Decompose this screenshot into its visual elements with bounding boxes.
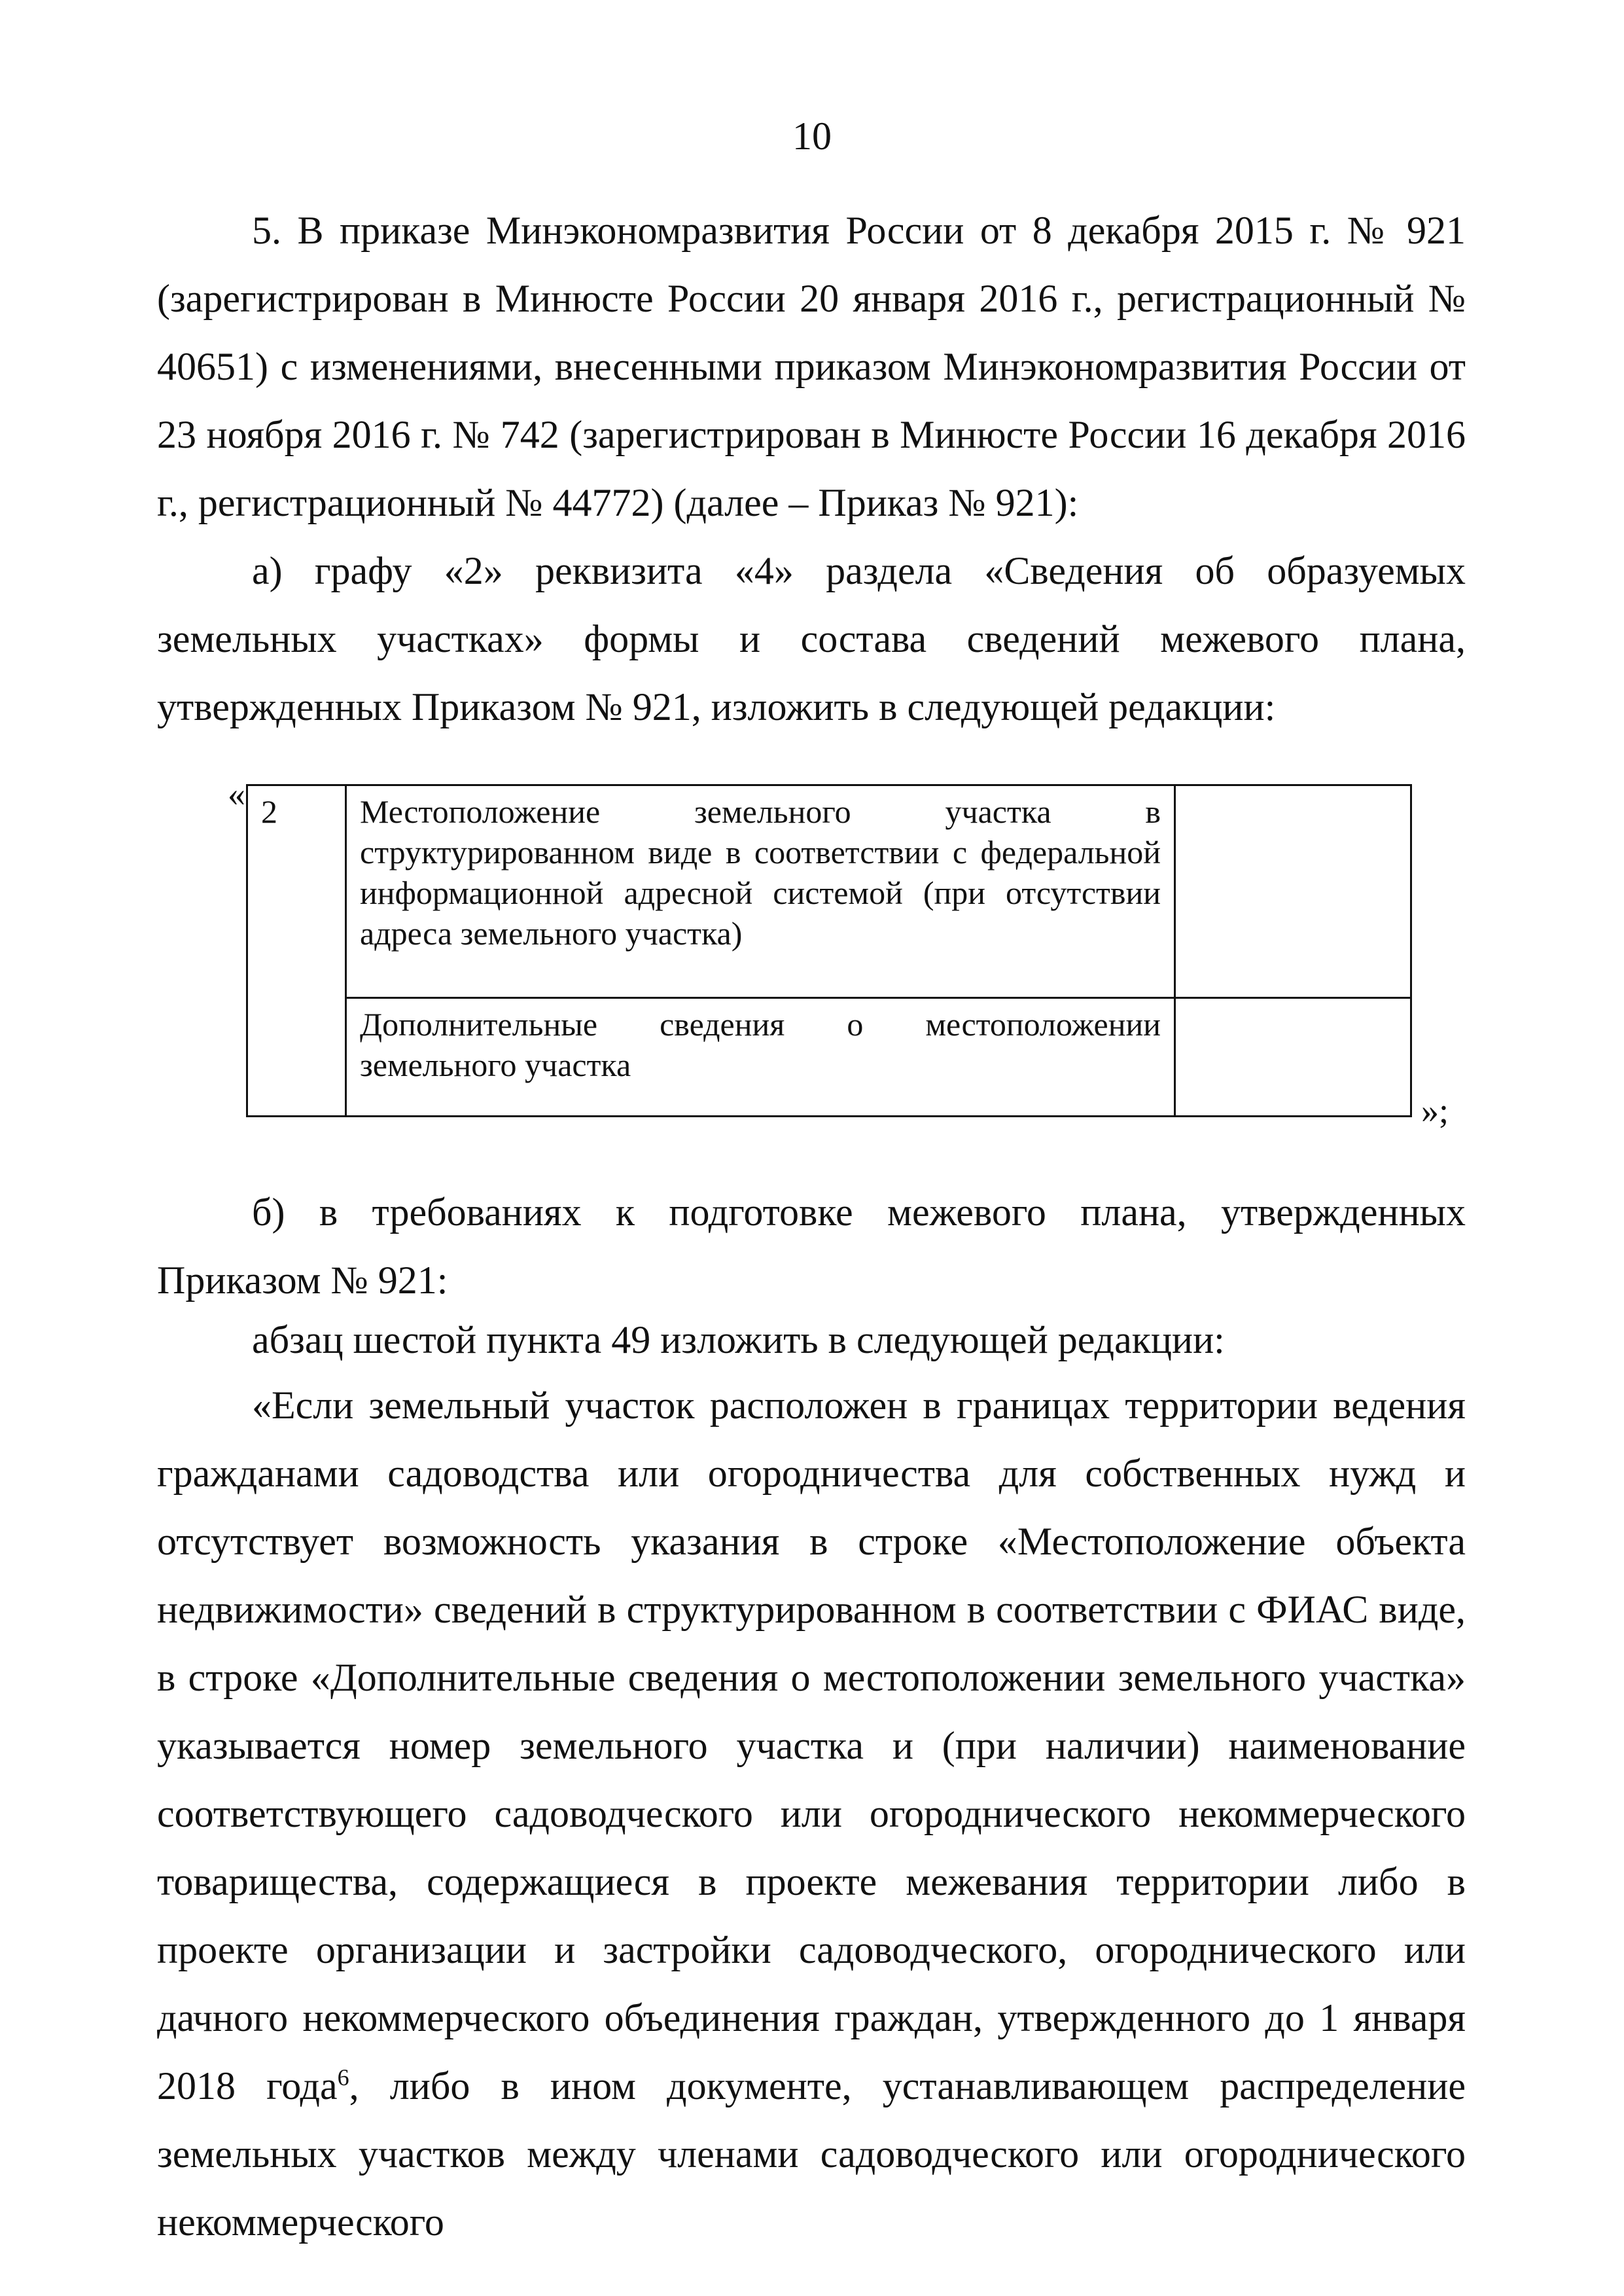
location-description-cell: Местоположение земельного участка в структурированном виде в соответствии с федеральной информационной адресной системой (при отсутствии адреса земельного участка) [346,785,1175,998]
table-row [247,998,1411,1117]
paragraph-item-a: а) графу «2» реквизита «4» раздела «Сведения об образуемых земельных участках» формы и состава сведений межевого плана, утвержденных Приказом № 921, изложить в следующей редакции: [157,549,1466,728]
requisite-table [246,784,1412,1117]
page-number: 10 [792,115,832,158]
quoted-text-tail: , либо в ином документе, устанавливающем распределение земельных участков между членами садоводческого или огороднического некоммерческого [157,2064,1466,2244]
table-close-quote: »; [1421,1091,1449,1130]
additional-info-value-cell [1175,998,1411,1117]
quoted-text-main: «Если земельный участок расположен в границах территории ведения гражданами садоводства или огородничества для собственных нужд и отсутствует возможность указания в строке «Местоположение объекта недвижимости» сведений в структурированном в соответствии с ФИАС виде, в строке «Дополнительные сведения о местоположении земельного участка» указывается номер земельного участка и (при наличии) наименование соответствующего садоводческого или огороднического некоммерческого товарищества, содержащиеся в проекте межевания территории либо в проекте организации и застройки садоводческого, огороднического или дачного некоммерческого объединения граждан, утвержденного до 1 января 2018 года [157,1384,1466,2108]
paragraph-instruction: абзац шестой пункта 49 изложить в следующей редакции: [252,1318,1225,1361]
table-row [247,785,1411,998]
paragraph-item-5: 5. В приказе Минэкономразвития России от 8 декабря 2015 г. № 921 (зарегистрирован в Минюсте России 20 января 2016 г., регистрационный № 40651) с изменениями, внесенными приказом Минэкономразвития России от 23 ноября 2016 г. № 742 (зарегистрирован в Минюсте России 16 декабря 2016 г., регистрационный № 44772) (далее – Приказ № 921): [157,209,1466,524]
location-value-cell [1175,785,1411,998]
footnote-marker: 6 [337,2064,349,2090]
paragraph-quoted-text [157,1371,1466,2256]
additional-info-description-cell: Дополнительные сведения о местоположении земельного участка [346,998,1175,1117]
table-open-quote: « [228,774,245,814]
paragraph-item-b: б) в требованиях к подготовке межевого плана, утвержденных Приказом № 921: [157,1191,1466,1302]
requisite-number-cell: 2 [247,785,346,1117]
